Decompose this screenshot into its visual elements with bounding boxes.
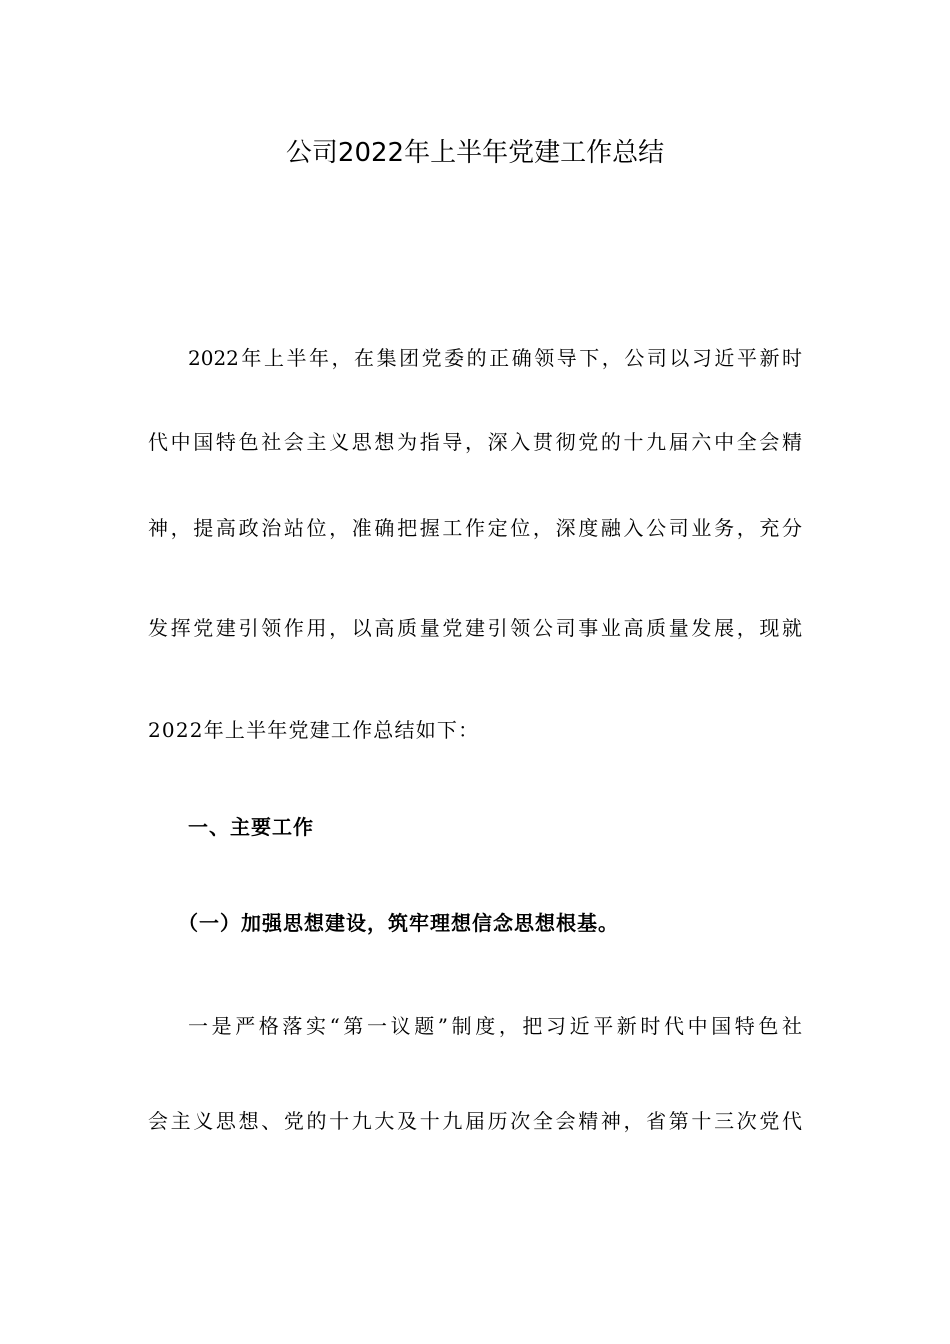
paragraph-line: 2022年上半年党建工作总结如下： (148, 718, 480, 742)
paragraph-line: 会主义思想、党的十九大及十九届历次全会精神，省第十三次党代 (148, 1109, 802, 1133)
subsection-heading: （一）加强思想建设，筑牢理想信念思想根基。 (178, 911, 619, 935)
section-heading: 一、主要工作 (188, 815, 314, 839)
paragraph-line: 神，提高政治站位，准确把握工作定位，深度融入公司业务，充分 (148, 516, 802, 540)
document-title: 公司2022年上半年党建工作总结 (285, 138, 665, 168)
paragraph-line: 代中国特色社会主义思想为指导，深入贯彻党的十九届六中全会精 (148, 430, 802, 454)
paragraph-line: 发挥党建引领作用，以高质量党建引领公司事业高质量发展，现就 (148, 616, 802, 640)
paragraph-line: 2022年上半年，在集团党委的正确领导下，公司以习近平新时 (188, 346, 802, 370)
paragraph-line: 一是严格落实“第一议题”制度，把习近平新时代中国特色社 (188, 1014, 802, 1038)
